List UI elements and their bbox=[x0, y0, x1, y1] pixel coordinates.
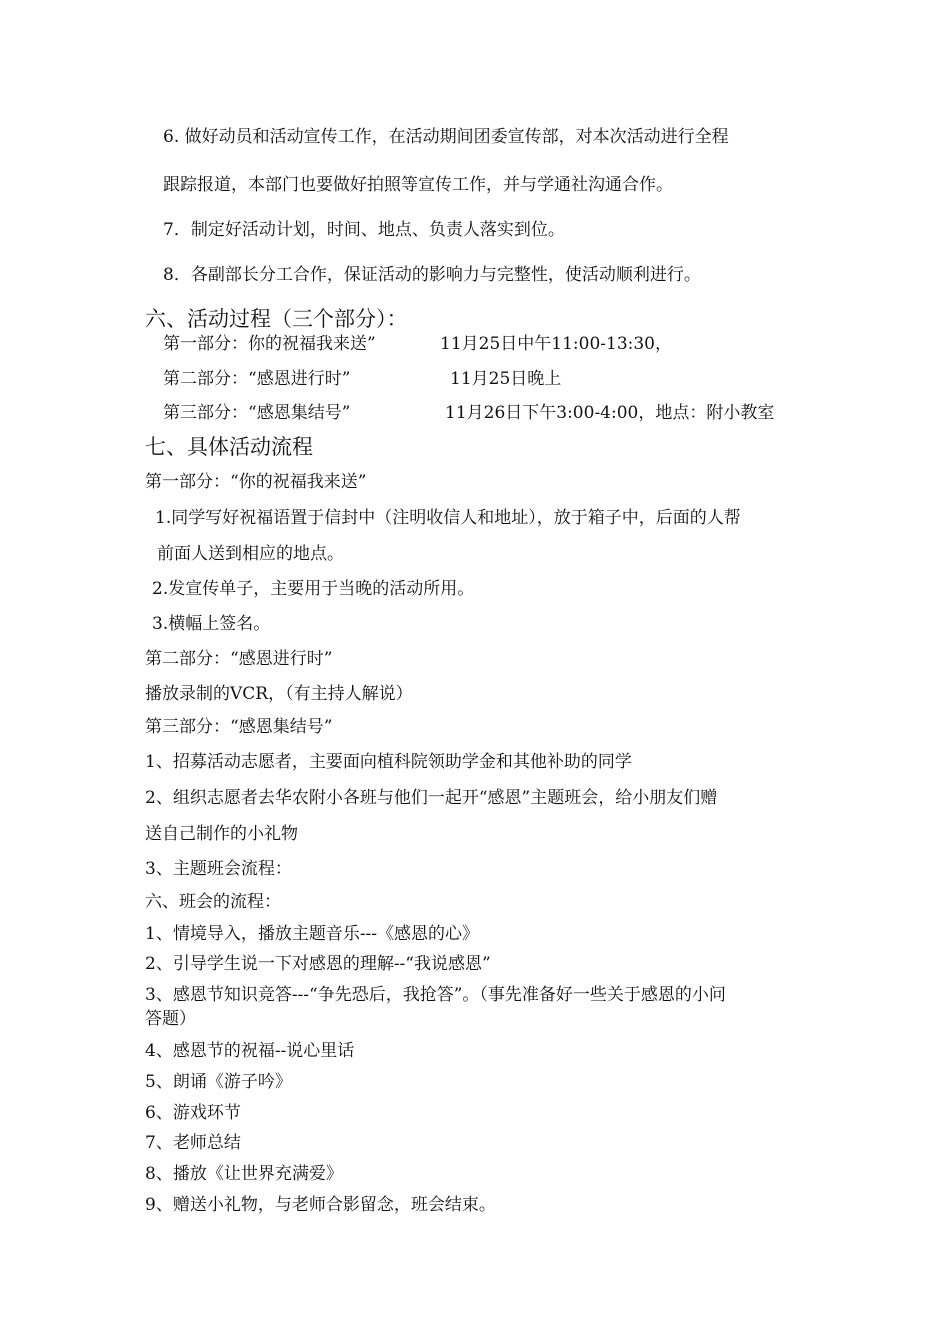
part-1-item-3: 3.横幅上签名。 bbox=[152, 614, 271, 634]
item-8: 8．各副部长分工合作，保证活动的影响力与完整性，使活动顺利进行。 bbox=[163, 265, 701, 285]
flow-heading: 六、班会的流程： bbox=[145, 892, 281, 912]
flow-item-6: 6、游戏环节 bbox=[145, 1103, 241, 1123]
item-7: 7．制定好活动计划，时间、地点、负责人落实到位。 bbox=[163, 220, 565, 240]
part-3-item-3: 3、主题班会流程： bbox=[145, 859, 292, 879]
flow-item-3-line-2: 答题） bbox=[145, 1009, 196, 1029]
flow-item-9: 9、赠送小礼物，与老师合影留念，班会结束。 bbox=[145, 1195, 496, 1215]
part-3-name: 第三部分：“感恩集结号” bbox=[163, 403, 351, 423]
part-2-time: 11月25日晚上 bbox=[450, 369, 562, 389]
part-1-item-1-line-1: 1.同学写好祝福语置于信封中（注明收信人和地址），放于箱子中，后面的人帮 bbox=[155, 508, 741, 528]
part-3-item-2-line-2: 送自己制作的小礼物 bbox=[145, 824, 298, 844]
part-2-title: 第二部分：“感恩进行时” bbox=[145, 649, 333, 669]
item-6-line-2: 跟踪报道，本部门也要做好拍照等宣传工作，并与学通社沟通合作。 bbox=[163, 175, 673, 195]
part-3-title: 第三部分：“感恩集结号” bbox=[145, 717, 333, 737]
part-2-name: 第二部分：“感恩进行时” bbox=[163, 369, 351, 389]
flow-item-4: 4、感恩节的祝福--说心里话 bbox=[145, 1041, 355, 1061]
part-2-text: 播放录制的VCR，（有主持人解说） bbox=[145, 684, 413, 704]
part-1-time: 11月25日中午11:00-13:30， bbox=[440, 334, 672, 354]
part-1-item-1-line-2: 前面人送到相应的地点。 bbox=[157, 544, 344, 564]
flow-item-3-line-1: 3、感恩节知识竞答---“争先恐后，我抢答”。（事先准备好一些关于感恩的小问 bbox=[145, 985, 726, 1005]
part-3-item-1: 1、招募活动志愿者，主要面向植科院领助学金和其他补助的同学 bbox=[145, 752, 632, 772]
part-1-item-2: 2.发宣传单子，主要用于当晚的活动所用。 bbox=[152, 579, 475, 599]
part-3-time: 11月26日下午3:00-4:00，地点：附小教室 bbox=[445, 403, 775, 423]
flow-item-8: 8、播放《让世界充满爱》 bbox=[145, 1164, 343, 1184]
flow-item-1: 1、情境导入，播放主题音乐---《感恩的心》 bbox=[145, 924, 480, 944]
part-1-title: 第一部分：“你的祝福我来送” bbox=[145, 472, 367, 492]
section-7-heading: 七、具体活动流程 bbox=[145, 435, 313, 459]
section-6-heading: 六、活动过程（三个部分）： bbox=[145, 307, 408, 331]
part-3-item-2-line-1: 2、组织志愿者去华农附小各班与他们一起开“感恩”主题班会，给小朋友们赠 bbox=[145, 788, 718, 808]
flow-item-5: 5、朗诵《游子吟》 bbox=[145, 1072, 292, 1092]
part-1-name: 第一部分：你的祝福我来送” bbox=[163, 334, 376, 354]
item-6-line-1: 6. 做好动员和活动宣传工作，在活动期间团委宣传部，对本次活动进行全程 bbox=[163, 127, 729, 147]
flow-item-2: 2、引导学生说一下对感恩的理解--“我说感恩” bbox=[145, 954, 491, 974]
flow-item-7: 7、老师总结 bbox=[145, 1133, 241, 1153]
